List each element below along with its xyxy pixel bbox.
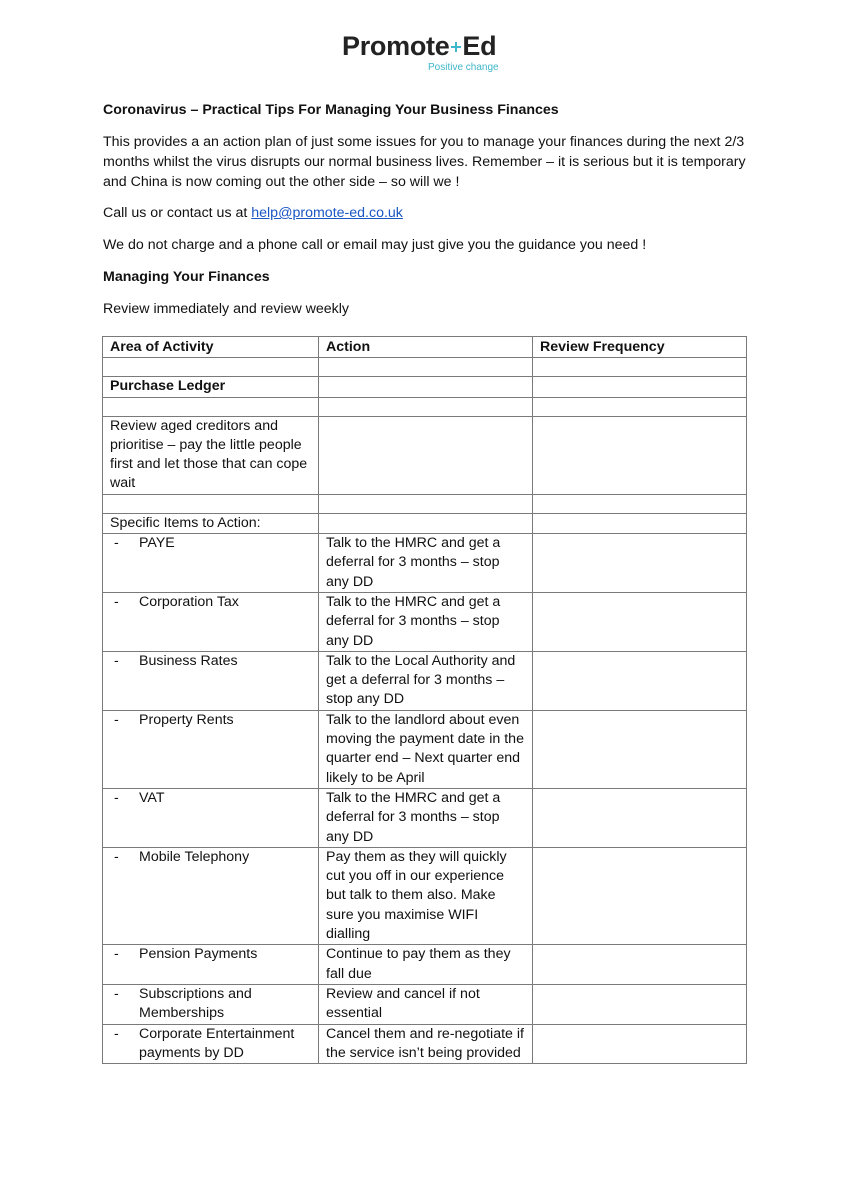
- item-action: Talk to the HMRC and get a deferral for 3 months – stop any DD: [319, 592, 533, 651]
- purchase-ledger-cell: Purchase Ledger: [103, 377, 319, 397]
- review-note: Review immediately and review weekly: [103, 301, 350, 317]
- document-body: [103, 100, 751, 319]
- list-dash: -: [114, 593, 119, 610]
- table-row: [103, 377, 747, 397]
- table-row: [103, 416, 747, 494]
- header-area: Area of Activity: [103, 337, 319, 358]
- intro-paragraph: This provides a an action plan of just some issues for you to manage your finances during the next 2/3 months whilst the virus disrupts our normal business lives. Remember – it is serious but it is temporary and China is now coming out the other side – so will we !: [103, 134, 746, 190]
- list-dash: -: [114, 985, 119, 1002]
- table-row: [103, 534, 747, 593]
- table-row: [103, 984, 747, 1024]
- item-action: Pay them as they will quickly cut you off in our experience but talk to them also. Make sure you maximise WIFI dialling: [319, 847, 533, 944]
- item-area: VAT: [139, 789, 165, 806]
- list-dash: -: [114, 789, 119, 806]
- item-area: Subscriptions and Memberships: [139, 985, 252, 1022]
- table-row: [103, 1024, 747, 1064]
- item-action: Continue to pay them as they fall due: [319, 945, 533, 985]
- table-row-empty: [103, 494, 747, 513]
- list-dash: -: [114, 946, 119, 963]
- item-area: Pension Payments: [139, 946, 258, 963]
- item-action: Talk to the Local Authority and get a deferral for 3 months – stop any DD: [319, 651, 533, 710]
- logo-word-promote: Promote: [342, 31, 450, 61]
- item-action: Talk to the HMRC and get a deferral for 3 months – stop any DD: [319, 534, 533, 593]
- table-row: [103, 592, 747, 651]
- logo-word-ed: Ed: [462, 31, 497, 61]
- finance-action-table: [102, 336, 747, 1064]
- item-action: Review and cancel if not essential: [319, 984, 533, 1024]
- table-row: [103, 513, 747, 533]
- section-title: Managing Your Finances: [103, 269, 270, 285]
- list-dash: -: [114, 652, 119, 669]
- contact-paragraph: [103, 203, 751, 223]
- item-area: Corporate Entertainment payments by DD: [139, 1025, 295, 1061]
- item-area: PAYE: [139, 535, 175, 552]
- item-area: Mobile Telephony: [139, 848, 250, 865]
- item-area: Business Rates: [139, 652, 238, 669]
- table-row-empty: [103, 358, 747, 377]
- review-creditors-cell: Review aged creditors and prioritise – pay the little people first and let those that can cope wait: [103, 416, 319, 494]
- specific-items-cell: Specific Items to Action:: [103, 513, 319, 533]
- email-link[interactable]: help@promote-ed.co.uk: [251, 205, 403, 221]
- logo-wordmark: [342, 30, 512, 62]
- list-dash: -: [114, 848, 119, 865]
- item-action: Cancel them and re-negotiate if the service isn’t being provided: [319, 1024, 533, 1064]
- item-area: Property Rents: [139, 711, 234, 728]
- table-row: [103, 847, 747, 944]
- logo-tagline: Positive change: [428, 62, 499, 73]
- table-row-empty: [103, 397, 747, 416]
- table-row: [103, 945, 747, 985]
- list-dash: -: [114, 711, 119, 728]
- item-action: Talk to the landlord about even moving the payment date in the quarter end – Next quarter end likely to be April: [319, 710, 533, 788]
- table-row: [103, 788, 747, 847]
- contact-text: Call us or contact us at: [103, 205, 252, 221]
- promote-ed-logo: [342, 30, 512, 80]
- header-review-frequency: Review Frequency: [533, 337, 747, 358]
- document-heading: Coronavirus – Practical Tips For Managing Your Business Finances: [103, 102, 559, 118]
- table-header-row: [103, 337, 747, 358]
- item-area: Corporation Tax: [139, 593, 239, 610]
- logo-plus-icon: [451, 42, 461, 52]
- no-charge-paragraph: We do not charge and a phone call or email may just give you the guidance you need !: [103, 237, 647, 253]
- header-action: Action: [319, 337, 533, 358]
- table-row: [103, 710, 747, 788]
- list-dash: -: [114, 535, 119, 552]
- item-action: Talk to the HMRC and get a deferral for 3 months – stop any DD: [319, 788, 533, 847]
- table-row: [103, 651, 747, 710]
- list-dash: -: [114, 1025, 119, 1042]
